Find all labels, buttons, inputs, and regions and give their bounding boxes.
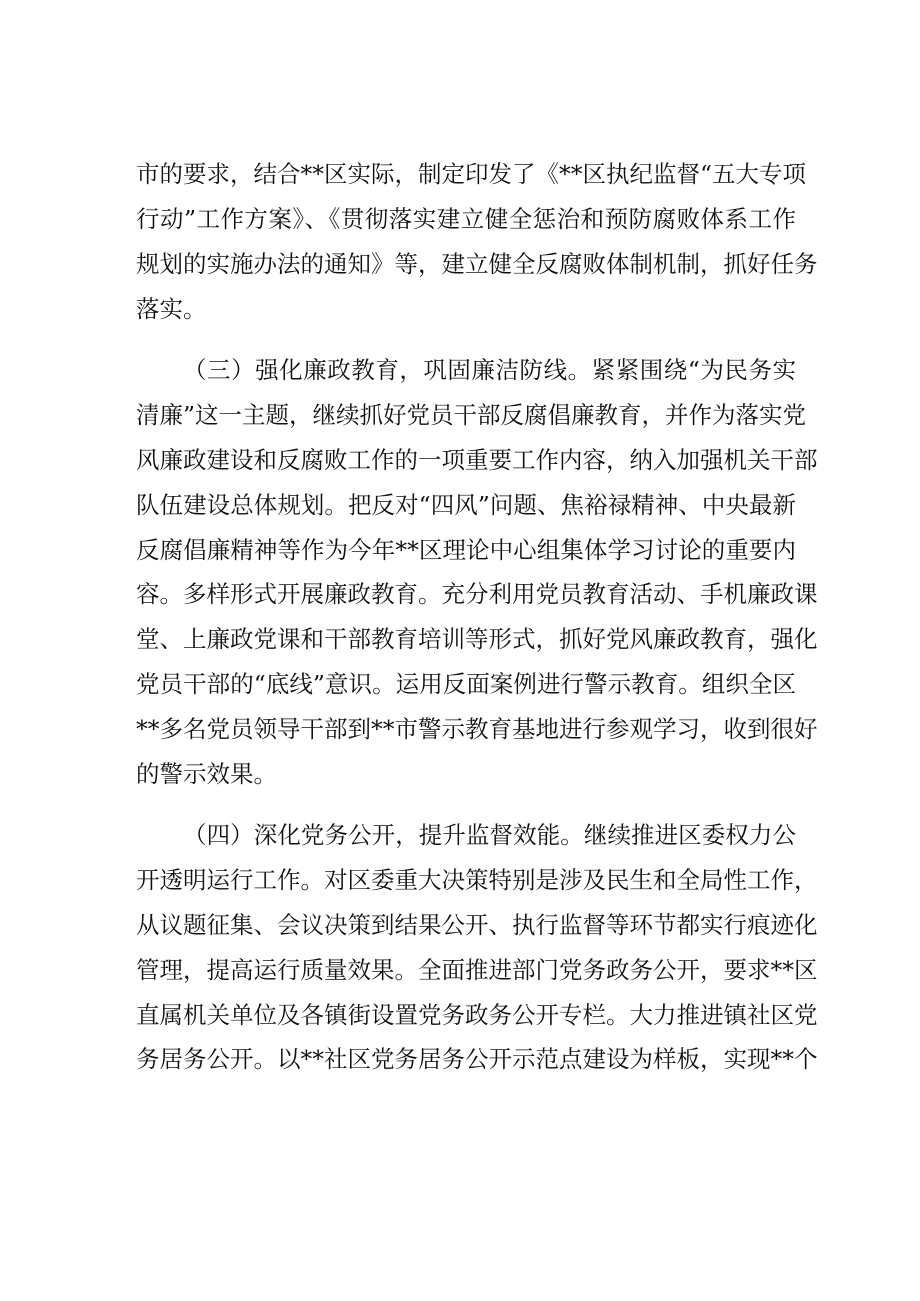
paragraph-line: 行动”工作方案》、《贯彻落实建立健全惩治和预防腐败体系工作 <box>136 204 796 233</box>
paragraph-line: （四）深化党务公开，提升监督效能。继续推进区委权力公 <box>183 821 796 849</box>
paragraph-line: 规划的实施办法的通知》等，建立健全反腐败体制机制，抓好任务 <box>136 249 818 278</box>
paragraph-section-three <box>136 348 818 797</box>
paragraph-line: 管理，提高运行质量效果。全面推进部门党务政务公开，要求**区 <box>136 955 818 984</box>
paragraph-line: 风廉政建设和反腐败工作的一项重要工作内容，纳入加强机关干部 <box>136 445 818 474</box>
paragraph-line: 的警示效果。 <box>136 760 277 789</box>
paragraph-line: 从议题征集、会议决策到结果公开、执行监督等环节都实行痕迹化 <box>136 910 818 939</box>
paragraph-line: 清廉”这一主题，继续抓好党员干部反腐倡廉教育，并作为落实党 <box>136 400 807 429</box>
paragraph-section-four <box>136 813 818 1082</box>
paragraph-line: 容。多样形式开展廉政教育。充分利用党员教育活动、手机廉政课 <box>136 580 818 609</box>
paragraph-line: **多名党员领导干部到**市警示教育基地进行参观学习，收到很好 <box>136 715 818 744</box>
paragraph-line: 队伍建设总体规划。把反对“四风”问题、焦裕禄精神、中央最新 <box>136 490 796 519</box>
paragraph-line: 开透明运行工作。对区委重大决策特别是涉及民生和全局性工作， <box>136 865 818 894</box>
paragraph-line: 堂、上廉政党课和干部教育培训等形式，抓好党风廉政教育，强化 <box>136 625 818 654</box>
paragraph-line: 市的要求，结合**区实际，制定印发了《**区执纪监督“五大专项 <box>136 160 807 188</box>
paragraph-line: （三）强化廉政教育，巩固廉洁防线。紧紧围绕“为民务实 <box>183 356 796 384</box>
paragraph-line: 落实。 <box>136 294 207 323</box>
paragraph-line: 反腐倡廉精神等作为今年**区理论中心组集体学习讨论的重要内 <box>136 535 796 564</box>
paragraph-line: 党员干部的“底线”意识。运用反面案例进行警示教育。组织全区 <box>136 670 796 699</box>
paragraph-continuation <box>136 152 818 332</box>
paragraph-line: 务居务公开。以**社区党务居务公开示范点建设为样板，实现**个 <box>136 1045 818 1074</box>
paragraph-line: 直属机关单位及各镇街设置党务政务公开专栏。大力推进镇社区党 <box>136 1000 818 1029</box>
